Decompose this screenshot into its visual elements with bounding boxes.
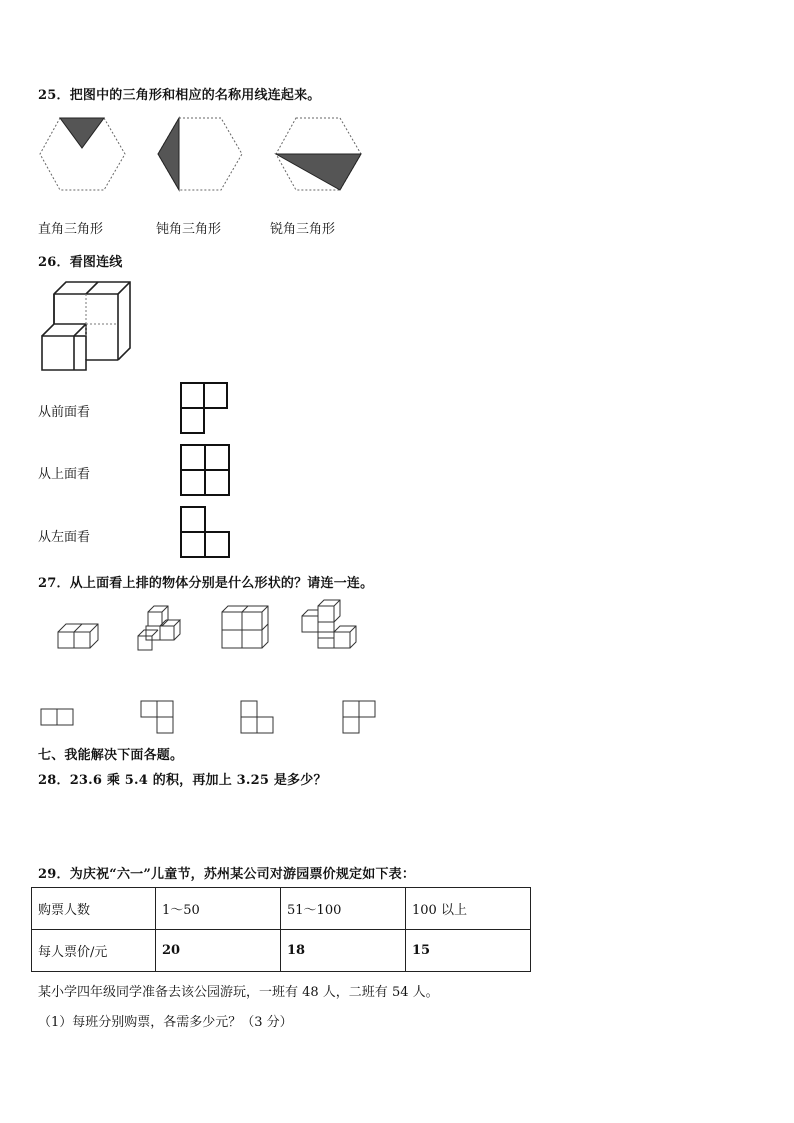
object-figure-1 [56,618,106,652]
view-front-label: 从前面看 [38,405,91,420]
view-option-1 [180,382,230,436]
shape-option-2 [140,700,176,736]
cube-stack-figure [38,278,134,374]
q25-title: 25．把图中的三角形和相应的名称用线连起来。 [38,88,321,103]
q26-title: 26．看图连线 [38,255,123,270]
object-figure-2 [136,602,190,654]
name-obtuse-triangle: 钝角三角形 [156,222,222,237]
view-left-label: 从左面看 [38,530,91,545]
hexagon-figure-3 [274,116,364,192]
q29-text: 某小学四年级同学准备去该公园游玩，一班有 48 人，二班有 54 人。 [38,985,439,1000]
table-cell: 15 [406,930,531,972]
table-row [32,930,531,972]
hexagon-figure-1 [38,116,128,192]
q28-title: 28．23.6 乘 5.4 的积，再加上 3.25 是多少？ [38,773,327,788]
ticket-price-table [31,887,531,972]
q29-sub1: （1）每班分别购票，各需多少元？（3 分） [38,1015,293,1030]
q29-title: 29．为庆祝“六一”儿童节，苏州某公司对游园票价规定如下表： [38,867,416,882]
hexagon-figure-2 [155,116,245,192]
section7-title: 七、我能解决下面各题。 [38,748,184,763]
object-figure-3 [220,604,270,652]
table-cell: 51～100 [281,888,406,930]
table-cell: 20 [156,930,281,972]
view-option-3 [180,506,232,560]
table-cell: 每人票价/元 [32,930,156,972]
name-right-triangle: 直角三角形 [38,222,104,237]
table-cell: 购票人数 [32,888,156,930]
shape-option-3 [240,700,276,736]
view-option-2 [180,444,232,498]
shape-option-4 [342,700,378,736]
object-figure-4 [298,598,358,652]
q27-title: 27．从上面看上排的物体分别是什么形状的？请连一连。 [38,576,374,591]
view-top-label: 从上面看 [38,467,91,482]
table-cell: 100 以上 [406,888,531,930]
table-row [32,888,531,930]
table-cell: 18 [281,930,406,972]
table-cell: 1～50 [156,888,281,930]
name-acute-triangle: 锐角三角形 [270,222,336,237]
shape-option-1 [40,708,76,728]
